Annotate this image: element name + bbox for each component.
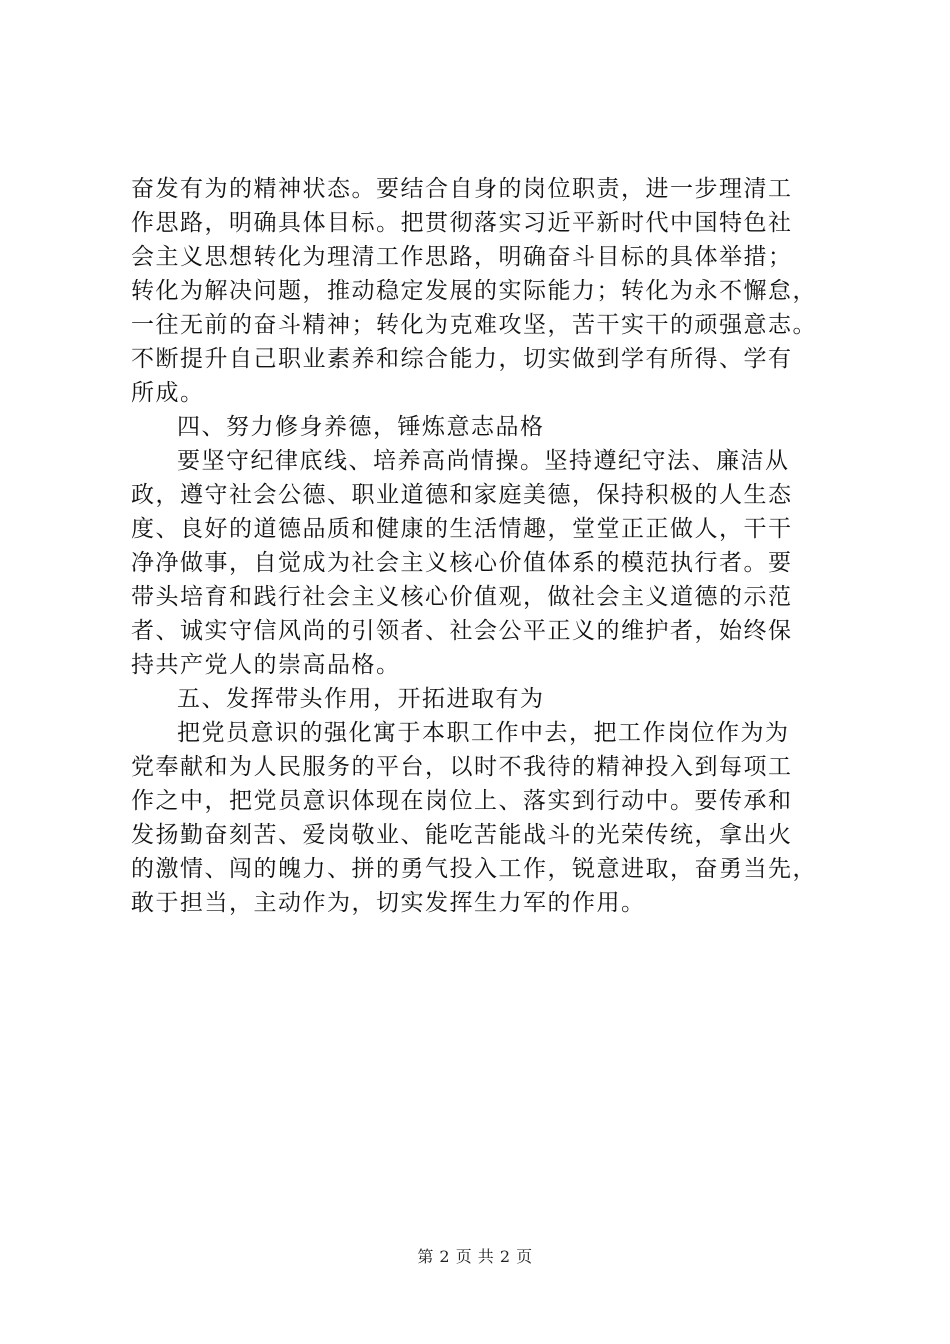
paragraph-start: 要坚守纪律底线、培养高尚情操。坚持遵纪守法、廉洁从 xyxy=(177,448,790,474)
text-line: 带头培育和践行社会主义核心价值观，做社会主义道德的示范 xyxy=(131,584,793,610)
text-line: 党奉献和为人民服务的平台，以时不我待的精神投入到每项工 xyxy=(131,754,793,780)
paragraph-start: 把党员意识的强化寓于本职工作中去，把工作岗位作为为 xyxy=(177,720,790,746)
section-heading: 四、努力修身养德，锤炼意志品格 xyxy=(177,414,545,440)
text-line: 不断提升自己职业素养和综合能力，切实做到学有所得、学有 xyxy=(131,346,793,372)
page-number-footer: 第 2 页 共 2 页 xyxy=(417,1247,533,1266)
section-heading: 五、发挥带头作用，开拓进取有为 xyxy=(177,686,545,712)
text-line: 者、诚实守信风尚的引领者、社会公平正义的维护者，始终保 xyxy=(131,618,793,644)
text-line: 敢于担当，主动作为，切实发挥生力军的作用。 xyxy=(131,890,646,916)
text-line: 的激情、闯的魄力、拼的勇气投入工作，锐意进取，奋勇当先， xyxy=(131,856,817,882)
text-line: 持共产党人的崇高品格。 xyxy=(131,652,401,678)
text-line: 发扬勤奋刻苦、爱岗敬业、能吃苦能战斗的光荣传统，拿出火 xyxy=(131,822,793,848)
text-line: 作之中，把党员意识体现在岗位上、落实到行动中。要传承和 xyxy=(131,788,793,814)
text-line: 会主义思想转化为理清工作思路，明确奋斗目标的具体举措； xyxy=(131,244,793,270)
text-line: 一往无前的奋斗精神；转化为克难攻坚，苦干实干的顽强意志。 xyxy=(131,312,817,338)
document-body xyxy=(131,172,861,920)
text-line: 政，遵守社会公德、职业道德和家庭美德，保持积极的人生态 xyxy=(131,482,793,508)
text-line: 作思路，明确具体目标。把贯彻落实习近平新时代中国特色社 xyxy=(131,210,793,236)
text-line: 转化为解决问题，推动稳定发展的实际能力；转化为永不懈怠， xyxy=(131,278,817,304)
text-line: 度、良好的道德品质和健康的生活情趣，堂堂正正做人，干干 xyxy=(131,516,793,542)
text-line: 净净做事，自觉成为社会主义核心价值体系的模范执行者。要 xyxy=(131,550,793,576)
text-line: 所成。 xyxy=(131,380,205,406)
text-line: 奋发有为的精神状态。要结合自身的岗位职责，进一步理清工 xyxy=(131,176,793,202)
